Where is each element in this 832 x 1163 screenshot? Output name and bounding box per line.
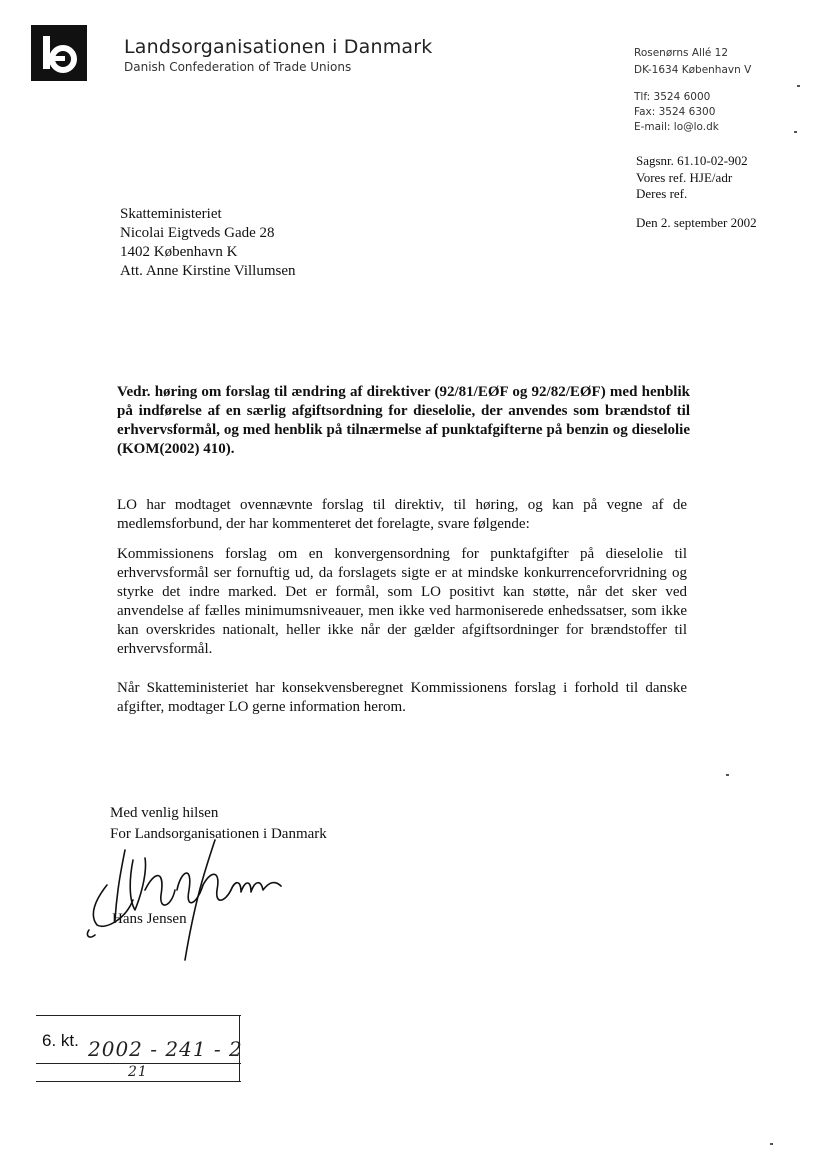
org-name: Landsorganisationen i Danmark (124, 36, 433, 58)
scan-speck (794, 131, 797, 133)
handwritten-case-number: 2002 - 241 - 2 (88, 1037, 243, 1061)
lo-logo (31, 25, 87, 81)
subject-heading: Vedr. høring om forslag til ændring af direktiver (92/81/EØF og 92/82/EØF) med henblik på indførelse af en særlig afgiftsordning for dieselolie, der anvendes som brændstof til erhvervsformål, og med henblik på tilnærmelse af punktafgifterne på benzin og dieselolie (KOM(2002) 410). (117, 384, 690, 457)
body-paragraph: Når Skatteministeriet har konsekvensberegnet Kommissionens forslag i forhold til danske afgifter, modtager LO gerne information herom. (117, 680, 687, 715)
org-address (634, 45, 751, 79)
address-street: Rosenørns Allé 12 (634, 47, 729, 59)
closing-org: For Landsorganisationen i Danmark (110, 826, 327, 842)
stamp-border-bottom (36, 1081, 241, 1082)
letter-date: Den 2. september 2002 (636, 215, 757, 230)
lo-logo-icon (31, 25, 87, 81)
your-reference: Deres ref. (636, 186, 688, 201)
body-paragraph: Kommissionens forslag om en konvergensordning for punktafgifter på dieselolie til erhvervsformål ser fornuftig ud, da forslagets sigte er at mindske konkurrenceforvridning og styrke det indre marked. Det er formål, som LO positivt kan støtte, når det sker ved anvendelse af fælles minimumsniveauer, men ikke ved harmoniserede enhedssatser, som ikke kan overskrides nationalt, heller ikke når der gælder afgiftsordninger for brændstoffer til erhvervsformål. (117, 546, 687, 657)
org-subtitle: Danish Confederation of Trade Unions (124, 60, 352, 74)
fax: Fax: 3524 6300 (634, 106, 716, 118)
address-city: DK-1634 København V (634, 64, 752, 76)
recipient-line: Skatteministeriet (120, 206, 222, 222)
scan-speck (770, 1143, 773, 1145)
signer-name: Hans Jensen (112, 911, 187, 927)
case-number: Sagsnr. 61.10-02-902 (636, 153, 748, 168)
stamp-border-top (36, 1015, 241, 1016)
recipient-line: 1402 København K (120, 244, 238, 260)
recipient-line: Nicolai Eigtveds Gade 28 (120, 225, 275, 241)
scan-speck (726, 774, 729, 776)
org-contact (634, 90, 719, 135)
our-reference: Vores ref. HJE/adr (636, 169, 733, 185)
stamp-label: 6. kt. (42, 1031, 79, 1050)
handwritten-sub-number: 21 (128, 1064, 148, 1080)
recipient-line: Att. Anne Kirstine Villumsen (120, 263, 296, 279)
phone: Tlf: 3524 6000 (634, 91, 711, 103)
email: E-mail: lo@lo.dk (634, 121, 719, 133)
body-paragraph: LO har modtaget ovennævnte forslag til direktiv, til høring, og kan på vegne af de medlemsforbund, der har kommenteret det forelagte, svare følgende: (117, 497, 687, 532)
handwritten-signature (85, 830, 305, 965)
greeting: Med venlig hilsen (110, 805, 219, 821)
recipient-address (120, 205, 295, 281)
scan-speck (797, 85, 800, 87)
references (636, 153, 748, 203)
